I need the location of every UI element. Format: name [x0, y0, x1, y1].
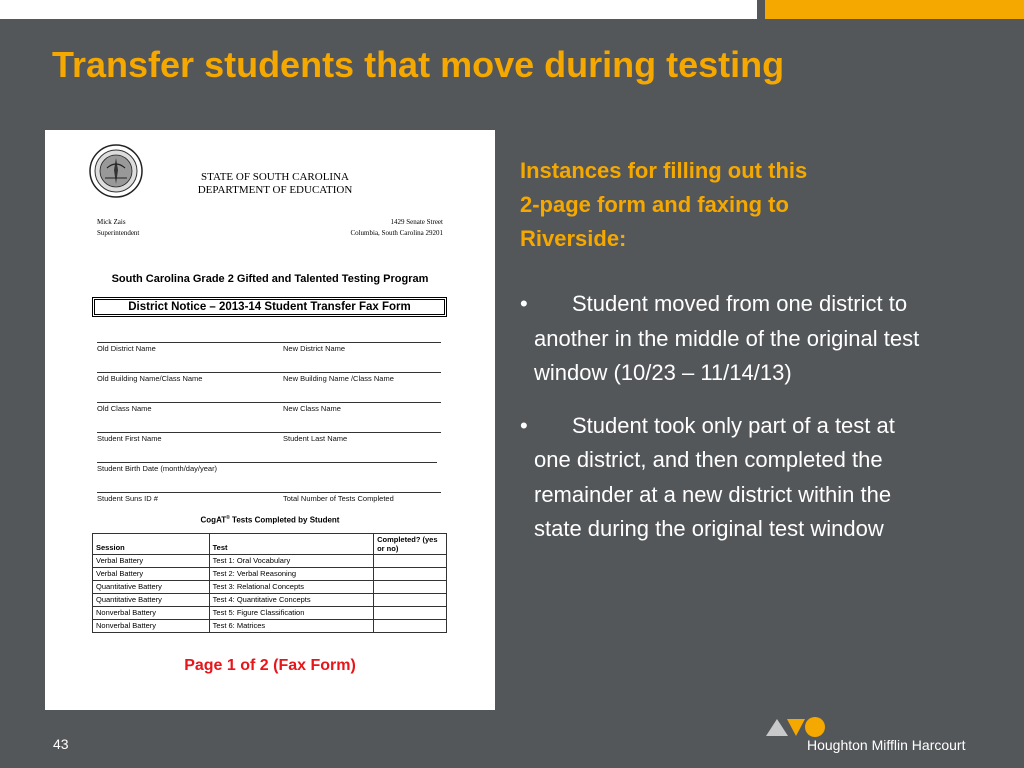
- brand-name: Houghton Mifflin Harcourt: [807, 737, 966, 753]
- completed-cell[interactable]: [374, 594, 447, 607]
- program-title: South Carolina Grade 2 Gifted and Talented Testing Program: [111, 273, 429, 285]
- suns-id-label: Student Suns ID #: [97, 494, 158, 503]
- field-line: [97, 372, 441, 373]
- session-cell: Nonverbal Battery: [93, 620, 210, 633]
- fax-form-image: [45, 130, 495, 710]
- test-cell: Test 1: Oral Vocabulary: [209, 555, 373, 568]
- completed-cell[interactable]: [374, 555, 447, 568]
- address-block: [350, 217, 443, 239]
- table-row: [93, 568, 447, 581]
- cogat-brand: CogAT: [200, 515, 227, 525]
- heading-line: 2-page form and faxing to: [520, 192, 789, 217]
- cogat-tests-title: [45, 515, 495, 525]
- department-line: DEPARTMENT OF EDUCATION: [197, 184, 353, 196]
- field-line: [97, 432, 441, 433]
- notice-title: District Notice – 2013-14 Student Transfer Fax Form: [92, 297, 447, 317]
- table-header-row: [93, 534, 447, 555]
- table-row: [93, 555, 447, 568]
- test-cell: Test 3: Relational Concepts: [209, 581, 373, 594]
- session-cell: Quantitative Battery: [93, 581, 210, 594]
- bullet-icon: •: [520, 291, 528, 316]
- test-cell: Test 2: Verbal Reasoning: [209, 568, 373, 581]
- bullet-text: Student took only part of a test at one district, and then completed the remainder at a new district within the state during the original test window: [534, 412, 895, 541]
- new-building-label: New Building Name /Class Name: [283, 374, 394, 383]
- old-building-label: Old Building Name/Class Name: [97, 374, 203, 383]
- list-item: [520, 287, 930, 391]
- completed-cell[interactable]: [374, 568, 447, 581]
- test-header: Test: [209, 534, 373, 555]
- state-line: STATE OF SOUTH CAROLINA: [201, 171, 349, 183]
- completed-cell[interactable]: [374, 581, 447, 594]
- first-name-label: Student First Name: [97, 434, 162, 443]
- page-label: Page 1 of 2 (Fax Form): [184, 657, 356, 674]
- state-department-header: [175, 171, 375, 197]
- page-number: 43: [53, 736, 69, 752]
- completed-cell[interactable]: [374, 620, 447, 633]
- heading-line: Riverside:: [520, 226, 627, 251]
- cogat-suffix: Tests Completed by Student: [229, 515, 340, 525]
- top-bar-accent: [765, 0, 1024, 19]
- bullet-icon: •: [520, 412, 528, 438]
- old-class-label: Old Class Name: [97, 404, 152, 413]
- superintendent-name: Mick Zais: [97, 218, 126, 226]
- table-row: [93, 594, 447, 607]
- session-cell: Nonverbal Battery: [93, 607, 210, 620]
- test-cell: Test 4: Quantitative Concepts: [209, 594, 373, 607]
- completed-cell[interactable]: [374, 607, 447, 620]
- session-cell: Verbal Battery: [93, 568, 210, 581]
- field-line: [97, 492, 441, 493]
- table-row: [93, 607, 447, 620]
- new-class-label: New Class Name: [283, 404, 341, 413]
- cogat-tests-table: [92, 533, 447, 633]
- heading-line: Instances for filling out this: [520, 158, 808, 183]
- completed-header: Completed? (yes or no): [374, 534, 447, 555]
- total-tests-label: Total Number of Tests Completed: [283, 494, 394, 503]
- field-line: [97, 342, 441, 343]
- slide-title: Transfer students that move during testing: [52, 44, 785, 85]
- bullet-text: Student moved from one district to another in the middle of the original test window (10/23 – 11/14/13): [534, 291, 920, 385]
- field-line: [97, 462, 437, 463]
- last-name-label: Student Last Name: [283, 434, 348, 443]
- session-header: Session: [93, 534, 210, 555]
- top-bar-white: [0, 0, 757, 19]
- session-cell: Verbal Battery: [93, 555, 210, 568]
- instances-heading: [520, 154, 940, 256]
- table-row: [93, 620, 447, 633]
- list-item: [520, 409, 930, 547]
- instances-list: [520, 287, 930, 565]
- old-district-label: Old District Name: [97, 344, 156, 353]
- city-address: Columbia, South Carolina 29201: [350, 229, 443, 237]
- table-row: [93, 581, 447, 594]
- birth-date-label: Student Birth Date (month/day/year): [97, 464, 218, 473]
- field-line: [97, 402, 441, 403]
- test-cell: Test 6: Matrices: [209, 620, 373, 633]
- superintendent-block: [97, 217, 139, 239]
- test-cell: Test 5: Figure Classification: [209, 607, 373, 620]
- registered-mark: ®: [226, 515, 230, 521]
- superintendent-role: Superintendent: [97, 229, 140, 237]
- south-carolina-seal-icon: [89, 144, 143, 198]
- new-district-label: New District Name: [283, 344, 346, 353]
- session-cell: Quantitative Battery: [93, 594, 210, 607]
- street-address: 1429 Senate Street: [390, 218, 443, 226]
